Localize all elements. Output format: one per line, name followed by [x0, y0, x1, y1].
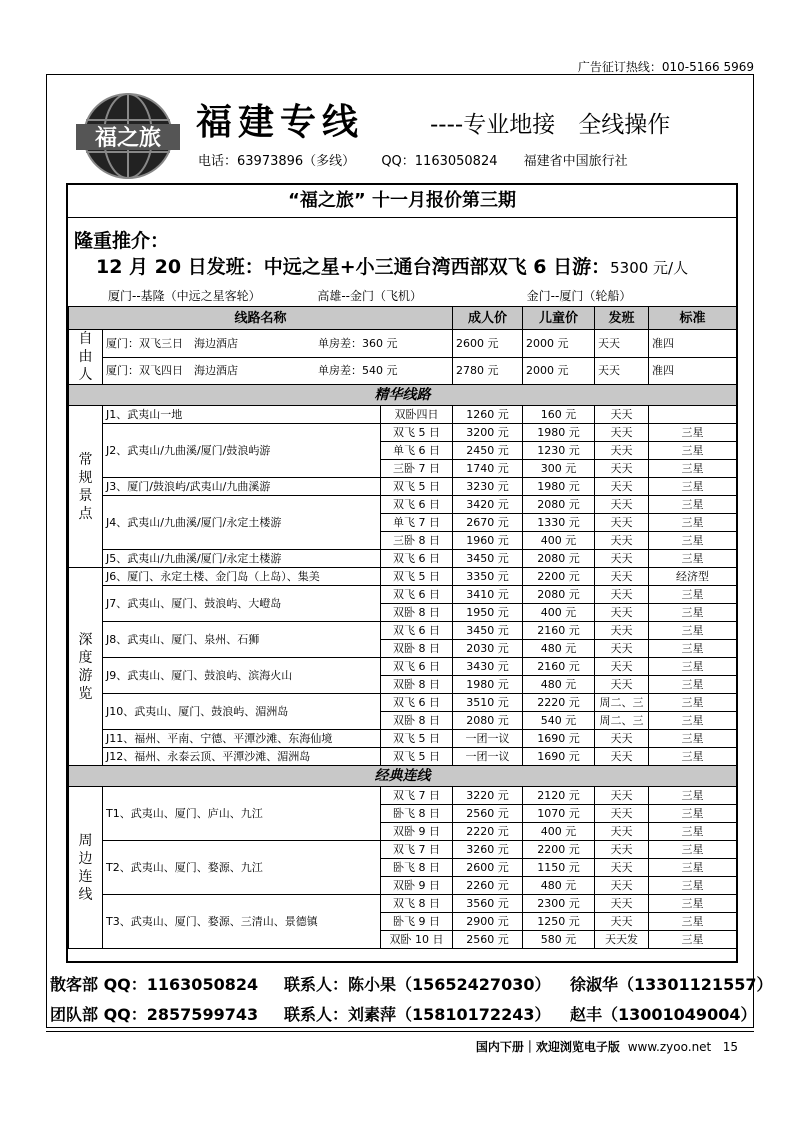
adult-price: 3430 元: [453, 658, 523, 676]
trip-type: 双飞 6 日: [381, 622, 453, 640]
section-title: 精华线路: [69, 385, 737, 406]
adult-price: 3450 元: [453, 550, 523, 568]
departure: 天天: [595, 877, 649, 895]
standard: 准四: [649, 357, 737, 385]
adult-price: 1260 元: [453, 406, 523, 424]
trip-type: 双飞 5 日: [381, 424, 453, 442]
child-price: 2160 元: [523, 622, 595, 640]
departure: 天天: [595, 550, 649, 568]
standard: 三星: [649, 931, 737, 949]
departure: 天天: [595, 478, 649, 496]
standard: 三星: [649, 478, 737, 496]
trip-type: 双飞 5 日: [381, 748, 453, 766]
adult-price: 3420 元: [453, 496, 523, 514]
trip-type: 单飞 7 日: [381, 514, 453, 532]
child-price: 1690 元: [523, 748, 595, 766]
route-name: J8、武夷山、厦门、泉州、石狮: [103, 622, 381, 658]
departure: 天天: [595, 823, 649, 841]
route-name: J7、武夷山、厦门、鼓浪屿、大嶝岛: [103, 586, 381, 622]
departure: 天天: [595, 496, 649, 514]
route-name: J3、厦门/鼓浪屿/武夷山/九曲溪游: [103, 478, 381, 496]
trip-type: 三卧 8 日: [381, 532, 453, 550]
route-name: J10、武夷山、厦门、鼓浪屿、湄洲岛: [103, 694, 381, 730]
child-price: 1330 元: [523, 514, 595, 532]
child-price: 2080 元: [523, 550, 595, 568]
promo-routes: [68, 282, 736, 306]
adult-price: 3510 元: [453, 694, 523, 712]
group-label: [69, 568, 103, 766]
adult-price: 3350 元: [453, 568, 523, 586]
adult-price: 2900 元: [453, 913, 523, 931]
table-row: [69, 478, 737, 496]
adult-price: 一团一议: [453, 730, 523, 748]
child-price: 400 元: [523, 823, 595, 841]
trip-type: 双飞 5 日: [381, 478, 453, 496]
departure: 周二、三: [595, 694, 649, 712]
standard: 三星: [649, 514, 737, 532]
trip-type: 双卧 9 日: [381, 823, 453, 841]
standard: 三星: [649, 841, 737, 859]
adult-price: 2780 元: [453, 357, 523, 385]
standard: 三星: [649, 550, 737, 568]
child-price: 480 元: [523, 640, 595, 658]
promo-line: [68, 252, 736, 282]
adult-price: 2600 元: [453, 859, 523, 877]
adult-price: 2670 元: [453, 514, 523, 532]
table-row: [69, 658, 737, 676]
adult-price: 3230 元: [453, 478, 523, 496]
qq: QQ：1163050824: [381, 154, 498, 169]
departure: 天天: [595, 640, 649, 658]
standard: 三星: [649, 730, 737, 748]
standard: 三星: [649, 424, 737, 442]
standard: 三星: [649, 748, 737, 766]
standard: 准四: [649, 330, 737, 358]
table-row: [69, 694, 737, 712]
table-row: [69, 406, 737, 424]
trip-type: 双飞 6 日: [381, 658, 453, 676]
route-name: T2、武夷山、厦门、婺源、九江: [103, 841, 381, 895]
route-name: J1、武夷山一地: [103, 406, 381, 424]
route-name-text: 厦门：双飞四日 海边酒店: [106, 364, 238, 378]
departure: 天天: [595, 424, 649, 442]
departure: 天天: [595, 357, 649, 385]
child-price: 580 元: [523, 931, 595, 949]
departure: 天天: [595, 604, 649, 622]
trip-type: 双卧 8 日: [381, 604, 453, 622]
standard: 经济型: [649, 568, 737, 586]
standard: 三星: [649, 604, 737, 622]
table-row: [69, 787, 737, 805]
standard: 三星: [649, 859, 737, 877]
group-label-text: 深度游览: [78, 631, 93, 702]
adult-price: 2080 元: [453, 712, 523, 730]
adult-price: 1960 元: [453, 532, 523, 550]
child-price: 2000 元: [523, 330, 595, 358]
group-contact-2: 赵丰（13001049004）: [570, 1005, 757, 1024]
trip-type: 双卧四日: [381, 406, 453, 424]
group-contact: 联系人：刘素萍（15810172243）: [284, 1005, 551, 1024]
standard: 三星: [649, 895, 737, 913]
child-price: 1980 元: [523, 424, 595, 442]
adult-price: 一团一议: [453, 748, 523, 766]
trip-type: 双飞 6 日: [381, 496, 453, 514]
child-price: 1250 元: [523, 913, 595, 931]
group-label: [69, 787, 103, 949]
child-price: 480 元: [523, 676, 595, 694]
retail-dept-qq: 散客部 QQ：1163050824: [50, 975, 259, 994]
child-price: 1230 元: [523, 442, 595, 460]
departure: 天天: [595, 805, 649, 823]
adult-price: 3450 元: [453, 622, 523, 640]
col-standard: 标准: [649, 307, 737, 330]
table-row: [69, 496, 737, 514]
retail-contact: 联系人：陈小果（15652427030）: [284, 975, 551, 994]
table-row: [69, 586, 737, 604]
trip-type: 双卧 10 日: [381, 931, 453, 949]
adult-price: 3200 元: [453, 424, 523, 442]
departure: 天天: [595, 532, 649, 550]
departure: 天天: [595, 622, 649, 640]
child-price: 2200 元: [523, 568, 595, 586]
adult-price: 3560 元: [453, 895, 523, 913]
departure: 天天: [595, 514, 649, 532]
group-label: [69, 406, 103, 568]
adult-price: 2600 元: [453, 330, 523, 358]
child-price: 2300 元: [523, 895, 595, 913]
child-price: 1690 元: [523, 730, 595, 748]
adult-price: 2030 元: [453, 640, 523, 658]
adult-price: 2260 元: [453, 877, 523, 895]
trip-type: 双卧 8 日: [381, 640, 453, 658]
departure: 天天: [595, 460, 649, 478]
promo-text: 12 月 20 日发班：中远之星+小三通台湾西部双飞 6 日游：: [96, 256, 611, 278]
trip-type: 双飞 8 日: [381, 895, 453, 913]
trip-type: 双飞 5 日: [381, 568, 453, 586]
child-price: 480 元: [523, 877, 595, 895]
recommend-label: 隆重推介：: [74, 230, 170, 252]
group-label-text: 自由人: [78, 331, 93, 383]
table-row: [69, 841, 737, 859]
standard: 三星: [649, 694, 737, 712]
slogan: ----专业地接 全线操作: [430, 112, 671, 138]
adult-price: 3260 元: [453, 841, 523, 859]
table-row: [69, 330, 737, 358]
child-price: 400 元: [523, 604, 595, 622]
route-name: J12、福州、永泰云顶、平潭沙滩、湄洲岛: [103, 748, 381, 766]
trip-type: 双卧 9 日: [381, 877, 453, 895]
col-departure: 发班: [595, 307, 649, 330]
route-name: T1、武夷山、厦门、庐山、九江: [103, 787, 381, 841]
adult-price: 2560 元: [453, 805, 523, 823]
departure: 天天: [595, 730, 649, 748]
departure: 天天: [595, 586, 649, 604]
trip-type: 双飞 6 日: [381, 694, 453, 712]
adult-price: 1980 元: [453, 676, 523, 694]
trip-type: 双飞 5 日: [381, 730, 453, 748]
child-price: 300 元: [523, 460, 595, 478]
route-name: J4、武夷山/九曲溪/厦门/永定土楼游: [103, 496, 381, 550]
route-name: J2、武夷山/九曲溪/厦门/鼓浪屿游: [103, 424, 381, 478]
route-name-text: 厦门：双飞三日 海边酒店: [106, 336, 238, 350]
standard: 三星: [649, 640, 737, 658]
price-box: [66, 183, 738, 963]
price-title: “福之旅” 十一月报价第三期: [68, 185, 736, 218]
departure: 天天: [595, 442, 649, 460]
single-supplement: 单房差：360 元: [318, 336, 398, 350]
child-price: 1980 元: [523, 478, 595, 496]
standard: [649, 406, 737, 424]
group-dept-qq: 团队部 QQ：2857599743: [50, 1005, 259, 1024]
page-footer-site: www.zyoo.net: [627, 1040, 712, 1054]
trip-type: 单飞 6 日: [381, 442, 453, 460]
col-route-name: 线路名称: [69, 307, 453, 330]
child-price: 2160 元: [523, 658, 595, 676]
standard: 三星: [649, 676, 737, 694]
adult-price: 2450 元: [453, 442, 523, 460]
route-name: J6、厦门、永定土楼、金门岛（上岛）、集美: [103, 568, 381, 586]
standard: 三星: [649, 823, 737, 841]
trip-type: 卧飞 8 日: [381, 805, 453, 823]
route-3: 金门--厦门（轮船）: [526, 289, 632, 303]
group-label: [69, 330, 103, 385]
table-row: [69, 357, 737, 385]
standard: 三星: [649, 622, 737, 640]
standard: 三星: [649, 496, 737, 514]
child-price: 400 元: [523, 532, 595, 550]
route-name: [103, 357, 453, 385]
adult-price: 3410 元: [453, 586, 523, 604]
page-number: 15: [722, 1040, 738, 1054]
departure: 天天: [595, 568, 649, 586]
route-name: J11、福州、平南、宁德、平潭沙滩、东海仙境: [103, 730, 381, 748]
route-name: [103, 330, 453, 358]
departure: 天天发: [595, 931, 649, 949]
departure: 天天: [595, 859, 649, 877]
table-row: [69, 622, 737, 640]
globe-logo-icon: [76, 92, 180, 180]
logo-text: 福之旅: [94, 126, 162, 151]
section-title: 经典连线: [69, 766, 737, 787]
single-supplement: 单房差：540 元: [318, 364, 398, 378]
departure: 天天: [595, 658, 649, 676]
promo-price: 5300 元/人: [610, 259, 689, 277]
brand-title: 福建专线: [196, 102, 365, 143]
child-price: 2080 元: [523, 496, 595, 514]
standard: 三星: [649, 442, 737, 460]
departure: 天天: [595, 913, 649, 931]
child-price: 540 元: [523, 712, 595, 730]
trip-type: 双飞 6 日: [381, 586, 453, 604]
footer-divider: [46, 1031, 754, 1032]
trip-type: 卧飞 8 日: [381, 859, 453, 877]
table-row: [69, 568, 737, 586]
trip-type: 双卧 8 日: [381, 676, 453, 694]
standard: 三星: [649, 712, 737, 730]
table-row: [69, 895, 737, 913]
adult-price: 2560 元: [453, 931, 523, 949]
trip-type: 双飞 6 日: [381, 550, 453, 568]
standard: 三星: [649, 586, 737, 604]
route-name: J5、武夷山/九曲溪/厦门/永定土楼游: [103, 550, 381, 568]
departure: 天天: [595, 787, 649, 805]
departure: 天天: [595, 748, 649, 766]
trip-type: 双飞 7 日: [381, 841, 453, 859]
standard: 三星: [649, 658, 737, 676]
departure: 天天: [595, 406, 649, 424]
adult-price: 3220 元: [453, 787, 523, 805]
table-row: [69, 550, 737, 568]
standard: 三星: [649, 805, 737, 823]
table-header-row: [69, 307, 737, 330]
standard: 三星: [649, 877, 737, 895]
header-contact: [198, 150, 648, 169]
route-2: 高雄--金门（飞机）: [317, 289, 422, 303]
adult-price: 1740 元: [453, 460, 523, 478]
standard: 三星: [649, 787, 737, 805]
trip-type: 三卧 7 日: [381, 460, 453, 478]
child-price: 2120 元: [523, 787, 595, 805]
child-price: 2000 元: [523, 357, 595, 385]
adult-price: 2220 元: [453, 823, 523, 841]
section-header-row: [69, 766, 737, 787]
trip-type: 双飞 7 日: [381, 787, 453, 805]
standard: 三星: [649, 913, 737, 931]
agency: 福建省中国旅行社: [523, 154, 628, 169]
table-row: [69, 424, 737, 442]
child-price: 2200 元: [523, 841, 595, 859]
price-table: [68, 306, 737, 949]
ad-hotline: 广告征订热线：010-5166 5969: [577, 60, 754, 74]
page-footer: [476, 1038, 738, 1055]
standard: 三星: [649, 532, 737, 550]
group-label-text: 周边连线: [78, 832, 93, 903]
standard: 三星: [649, 460, 737, 478]
route-name: T3、武夷山、厦门、婺源、三清山、景德镇: [103, 895, 381, 949]
child-price: 160 元: [523, 406, 595, 424]
child-price: 1070 元: [523, 805, 595, 823]
departure: 周二、三: [595, 712, 649, 730]
col-adult: 成人价: [453, 307, 523, 330]
col-child: 儿童价: [523, 307, 595, 330]
child-price: 2080 元: [523, 586, 595, 604]
departure: 天天: [595, 330, 649, 358]
section-header-row: [69, 385, 737, 406]
route-1: 厦门--基隆（中远之星客轮）: [108, 289, 261, 303]
route-name: J9、武夷山、厦门、鼓浪屿、滨海火山: [103, 658, 381, 694]
retail-contact-2: 徐淑华（13301121557）: [570, 975, 773, 994]
page-footer-section: 国内下册｜欢迎浏览电子版: [475, 1040, 620, 1054]
adult-price: 1950 元: [453, 604, 523, 622]
table-row: [69, 730, 737, 748]
phone: 电话：63973896（多线）: [198, 154, 356, 169]
child-price: 2220 元: [523, 694, 595, 712]
table-row: [69, 748, 737, 766]
trip-type: 双卧 8 日: [381, 712, 453, 730]
group-label-text: 常规景点: [78, 451, 93, 522]
departure: 天天: [595, 841, 649, 859]
departure: 天天: [595, 676, 649, 694]
child-price: 1150 元: [523, 859, 595, 877]
departure: 天天: [595, 895, 649, 913]
trip-type: 卧飞 9 日: [381, 913, 453, 931]
